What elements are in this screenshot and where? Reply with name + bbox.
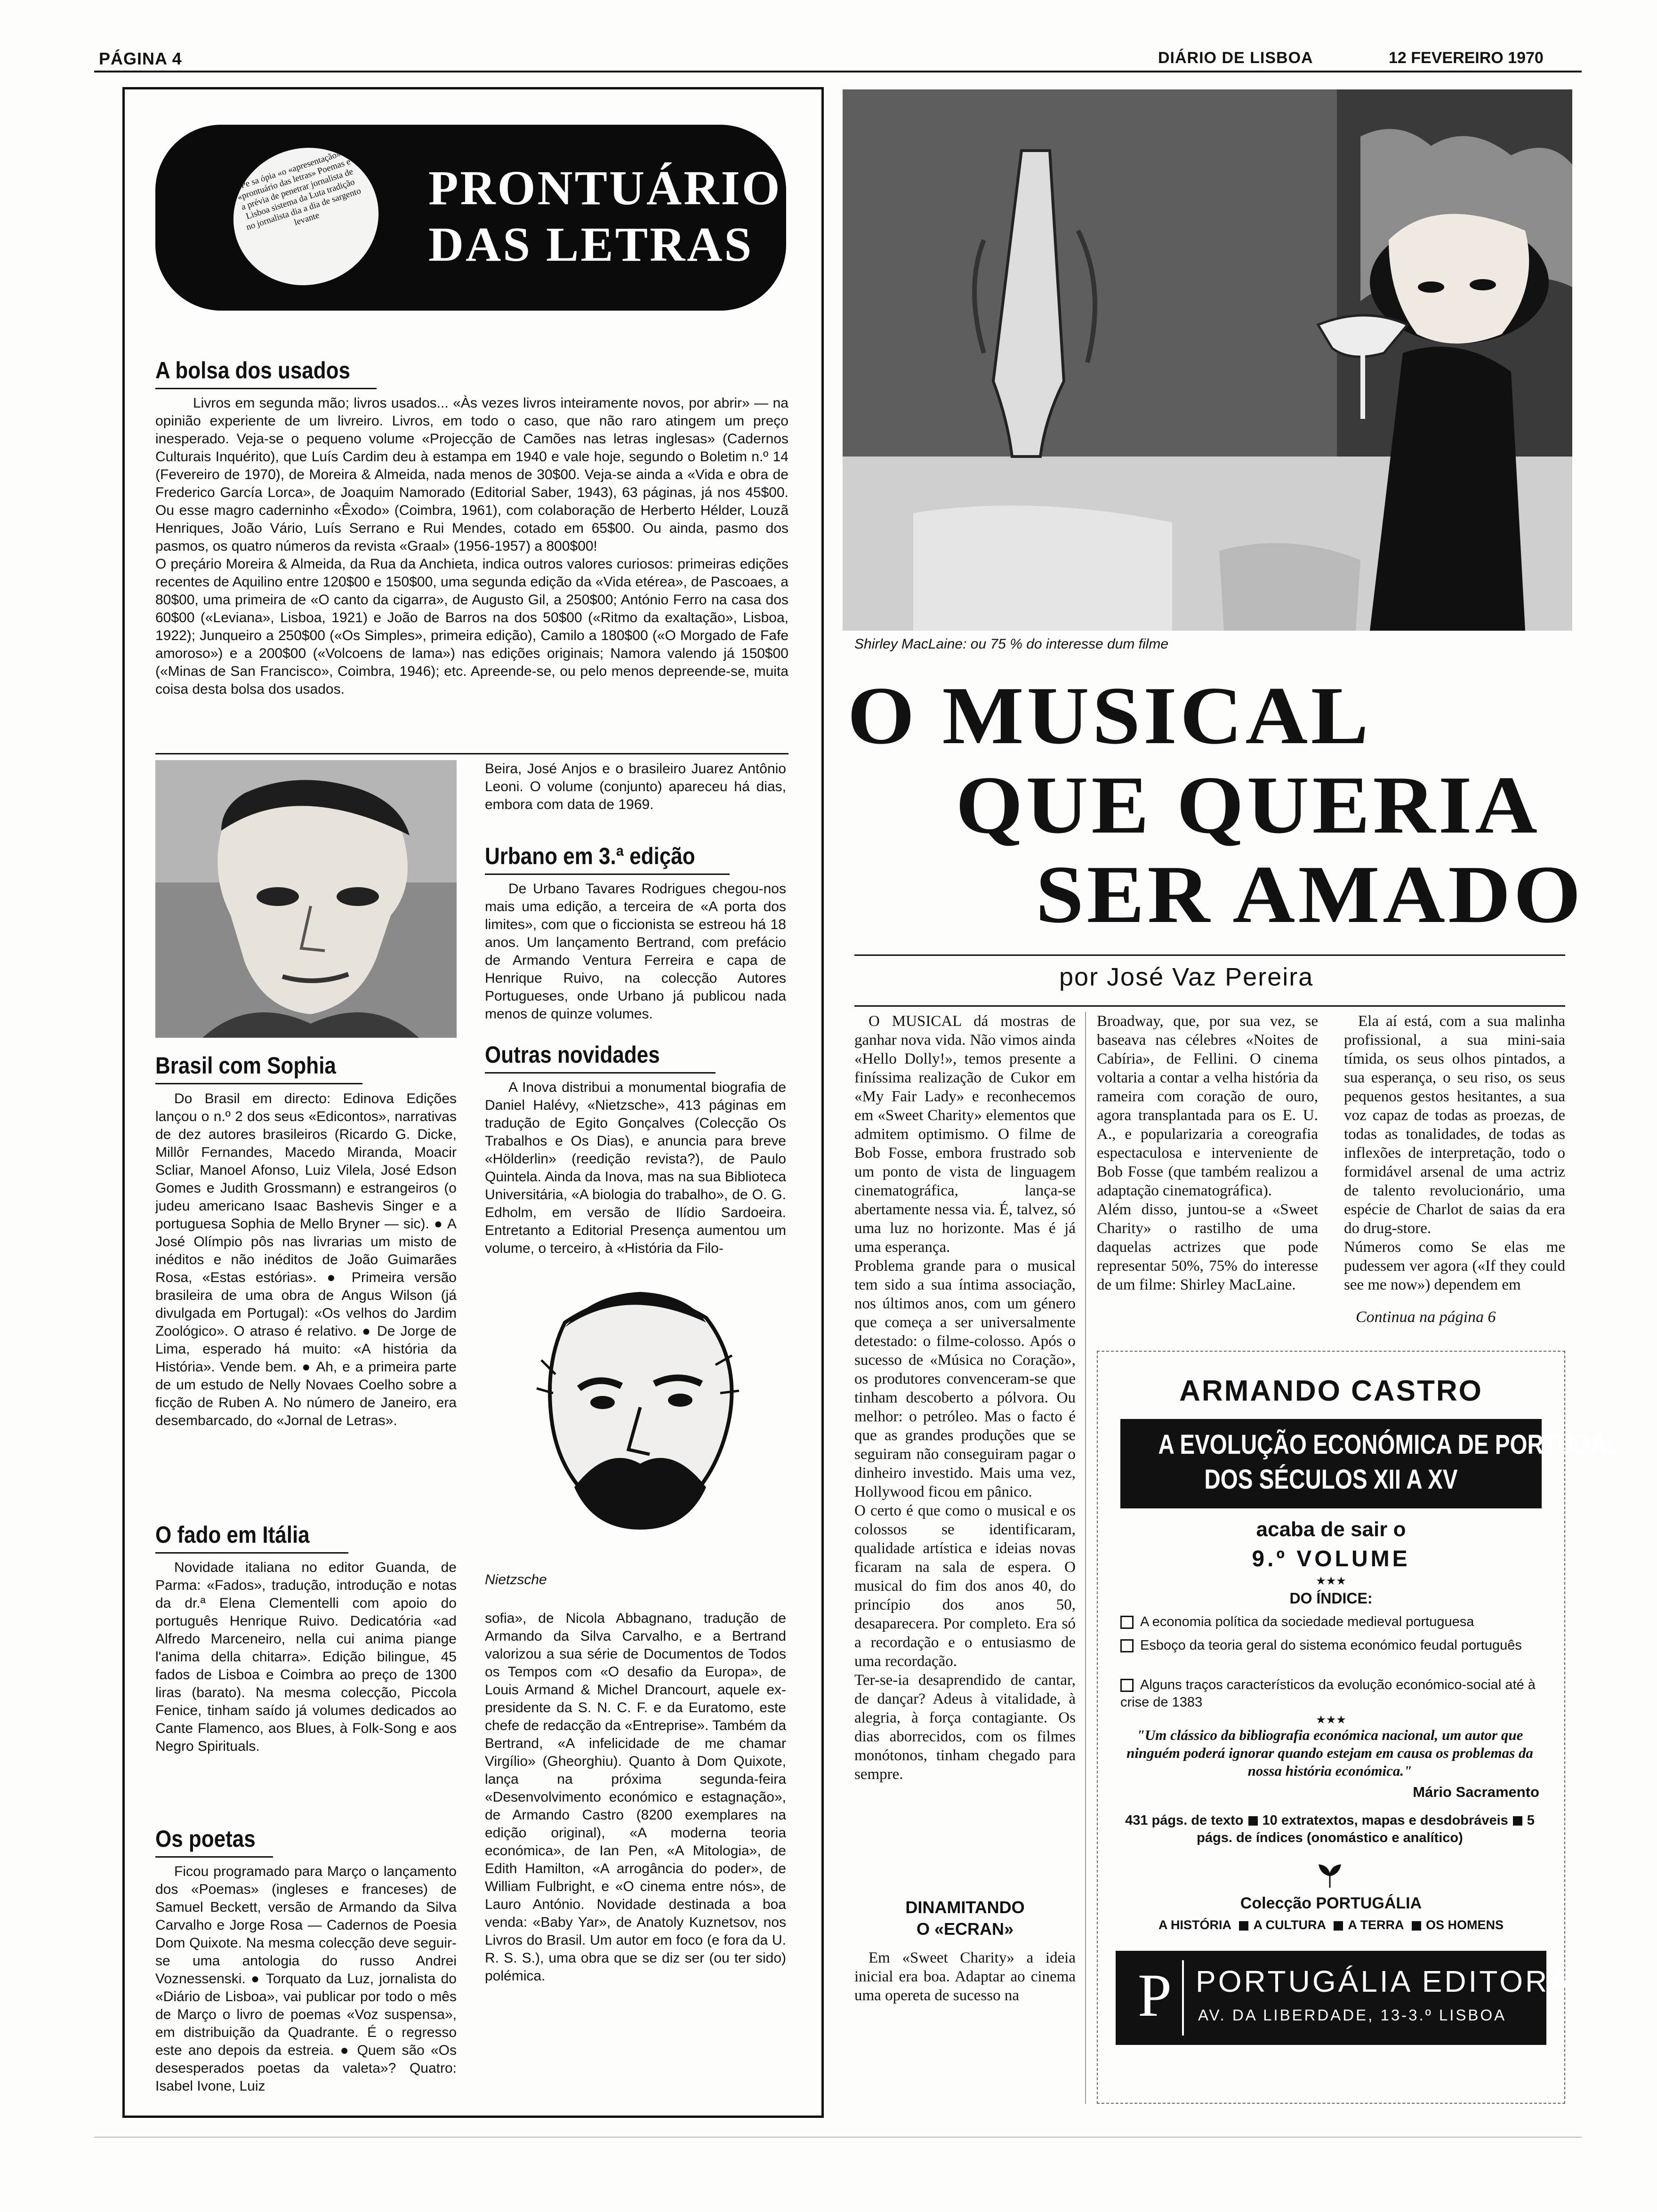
ad-announce-line1: acaba de sair o [1256, 1518, 1406, 1541]
restaurant-scene-illustration [843, 89, 1572, 631]
article-musical-col2: Broadway, que, por sua vez, se baseava nas célebres «Noites de Cabíria», de Fellini. O cinema voltaria a contar a velha história da rameira com coração de ouro, agora transplantada para os E. U. A., e popularizaria a coreografia espectaculosa e interveniente de Bob Fosse (que também realizou a adaptação cinematográfica). Além disso, juntou-se a «Sweet Charity» o rastilho de uma daquelas actrizes que pode representar 50%, 75% do interesse de um filme: Shirley MacLaine. [1097, 1013, 1318, 1293]
portrait-photo [155, 760, 457, 1038]
section-title-fado: O fado em Itália [155, 1522, 310, 1548]
prontuario-logo: Pe sa ópia «o «apresentação» «prontuário das letras» Poemas e a prévia de penetrar jornalista de Lisboa sistema da Luta tradição no jornalista dia a dia de sargento levante [216, 129, 396, 304]
rule-fado [155, 1552, 348, 1554]
ad-index-text-1: A economia política da sociedade medieval portuguesa [1140, 1614, 1474, 1629]
ad-stars-1: ★★★ [1316, 1575, 1346, 1587]
ad-leaf-icon [1316, 1861, 1344, 1890]
ad-index-item-1 [1120, 1613, 1539, 1631]
ad-collection-items [1097, 1918, 1565, 1932]
ad-collection-item-1: A HISTÓRIA [1158, 1918, 1231, 1932]
subhead-dinamitando [854, 1897, 1076, 1940]
subhead-line2: O «ECRAN» [916, 1919, 1014, 1939]
publisher-logo: P [1127, 1960, 1184, 2036]
ad-specs [1120, 1812, 1539, 1847]
ad-index-text-3: Alguns traços característicos da evolução económico-social até à crise de 1383 [1120, 1677, 1536, 1710]
ad-spec-1: 431 págs. de texto [1125, 1813, 1244, 1828]
ad-publisher: PORTUGÁLIA EDITORA [1196, 1964, 1572, 1998]
headline-line3: SER AMADO [1036, 849, 1584, 940]
ad-index-text-2: Esboço da teoria geral do sistema económico feudal português [1140, 1638, 1522, 1653]
ad-book-title-line1: A EVOLUÇÃO ECONÓMICA DE PORTUGAL [1158, 1429, 1621, 1460]
article-musical-col1-tail: Em «Sweet Charity» a ideia inicial era boa. Adaptar ao cinema uma opereta de sucesso na [854, 1949, 1076, 2004]
article-brasil-continuation: Beira, José Anjos e o brasileiro Juarez Antônio Leoni. O volume (conjunto) apareceu há dias, embora com data de 1969. [485, 761, 786, 812]
checkbox-icon [1120, 1616, 1134, 1629]
square-bullet-icon [1248, 1816, 1258, 1826]
shirley-maclaine-photo [843, 89, 1572, 631]
rule-bolsa-bottom [155, 753, 788, 754]
section-title-poetas: Os poetas [155, 1826, 256, 1852]
ad-address: AV. DA LIBERDADE, 13-3.º LISBOA [1198, 2006, 1507, 2024]
ad-index-item-2 [1120, 1637, 1539, 1654]
rule-poetas [155, 1856, 273, 1858]
ad-author: ARMANDO CASTRO [1179, 1375, 1483, 1407]
section-title-outras: Outras novidades [485, 1042, 660, 1068]
page-label: PÁGINA 4 [99, 49, 182, 68]
square-bullet-icon [1239, 1921, 1248, 1931]
paper-name: DIÁRIO DE LISBOA [1158, 49, 1313, 67]
subhead-line1: DINAMITANDO [905, 1898, 1025, 1917]
ad-spec-2: 10 extratextos, mapas e desdobráveis [1262, 1813, 1508, 1828]
ad-book-title-line2: DOS SÉCULOS XII A XV [1204, 1464, 1458, 1495]
article-musical-col3: Ela aí está, com a sua malinha profissional, a sua mini-saia tímida, os seus olhos pintados, a sua esperança, o seu riso, os seus pequenos gestos hesitantes, a sua voz capaz de todas as proezas, de todas as tonalidades, de todas as inflexões de interpretação, todo o formidável arsenal de uma actriz de talento revolucionário, uma espécie de Charlot de saias da era do drug-store. Números como Se elas me pudessem ver agora («If they could see me now») dependem em [1344, 1013, 1565, 1293]
article-poetas: Ficou programado para Março o lançamento dos «Poemas» (ingleses e franceses) de Samuel Beckett, versão de Armando da Silva Carvalho e Jorge Rosa — Cadernos de Poesia Dom Quixote. Na mesma colecção deve seguir-se uma antologia do russo Andrei Voznessenski. ● Torquato da Luz, jornalista do «Diário de Lisboa», vai publicar por todo o mês de Março o livro de poemas «Voz suspensa», em distribuição da Quadrante. É o regresso este ano depois da estreia. ● Quem são «Os desesperados poetas da valeta»? Quatro: Isabel Ivone, Luiz [155, 1864, 457, 2094]
ad-quote-author: Mário Sacramento [1413, 1784, 1539, 1800]
ad-collection-item-4: OS HOMENS [1426, 1918, 1504, 1932]
article-outras: A Inova distribui a monumental biografia de Daniel Halévy, «Nietzsche», 413 páginas em tradução de Egito Gonçalves (Colecção Os Trabalhos e Os Dias), e anuncia para breve «Hölderlin» (reedição revista?), de Paulo Quintela. Ainda da Inova, mas na sua Biblioteca Universitária, «A biologia do trabalho», de O. G. Edholm, em versão de Ilídio Sardoeira. Entretanto a Editorial Presença aumentou um volume, o terceiro, à «História da Filo- [485, 1080, 786, 1256]
article-brasil: Do Brasil em directo: Edinova Edições lançou o n.º 2 dos seus «Edicontos», narrativas de dez autores brasileiros (Ricardo G. Dicke, Millôr Fernandes, Macedo Miranda, Moacir Scliar, Manoel Afonso, Luiz Vilela, José Edson Gomes e Judith Grossmann) e estrangeiros (o judeu americano Isaac Bashevis Singer e a portuguesa Sophia de Mello Bryner — sic). ● A José Olímpio pôs nas livrarias um misto de inéditos e não inéditos de João Guimarães Rosa, «Estas estórias». ● Primeira versão brasileira de uma obra de Angus Wilson (já divulgada em Portugal): «Os velhos do Jardim Zoológico». O atraso é relativo. ● De Jorge de Lima, esperado há muito: «A história da História». Vende bem. ● Ah, e a primeira parte de um estudo de Nelly Novaes Coelho sobre a ficção de Ruben A. No número de Janeiro, era desembarcado, do «Jornal de Letras». [155, 1091, 457, 1428]
checkbox-icon [1120, 1639, 1134, 1652]
ad-quote: "Um clássico da bibliografia económica nacional, um autor que ninguém poderá ignorar quando estejam em causa os problemas da nossa história económica." [1126, 1727, 1533, 1779]
nietzsche-illustration [485, 1266, 786, 1567]
byline: por José Vaz Pereira [1059, 963, 1314, 991]
section-title-brasil: Brasil com Sophia [155, 1052, 336, 1079]
ad-collection: Colecção PORTUGÁLIA [1240, 1894, 1422, 1912]
section-title-urbano: Urbano em 3.ª edição [485, 843, 695, 869]
ad-index-label: DO ÍNDICE: [1289, 1590, 1373, 1607]
article-musical-col1: O MUSICAL dá mostras de ganhar nova vida. Não vimos ainda «Hello Dolly!», temos presente a finíssima realização de Cukor em «My Fair Lady» e reconhecemos em «Sweet Charity» elementos que admitem optimismo. O filme de Bob Fosse, embora frustrado sob um ponto de vista de linguagem cinematográfica, lança-se abertamente nessa via. É, talvez, só uma luz no horizonte. Mas é já uma esperança. Problema grande para o musical tem sido a sua íntima associação, nos últimos anos, com um género que começa a ser universalmente detestado: o filme-colosso. Após o sucesso de «Música no Coração», os produtores convenceram-se que tinham descoberto a pólvora. Ou melhor: o petróleo. Mas o facto é que as grandes produções que se seguiram não conseguiram pagar o dinheiro investido. Mais uma vez, Hollywood ficou em pânico. O certo é que como o musical e os colossos se identificaram, qualidade artística e ideias novas ficaram na sala de espera. O musical do fim dos anos 40, do princípio dos anos 50, desaparecera. Por completo. Era só a recordação e o entusiasmo de uma recordação. Ter-se-ia desaprendido de cantar, de dançar? Adeus à vitalidade, à alegria, à força contagiante. Os dias aborrecidos, com os filmes monótonos, tinham chegado para sempre. [854, 1013, 1076, 1783]
caption-nietzsche: Nietzsche [485, 1572, 547, 1587]
ad-book-title-box [1120, 1419, 1621, 1508]
rule-bolsa [155, 388, 377, 389]
section-title-bolsa: A bolsa dos usados [155, 357, 351, 384]
footer-rule [94, 2137, 1582, 2138]
ad-publisher-box [1116, 1951, 1572, 2045]
issue-date: 12 FEVEREIRO 1970 [1389, 49, 1544, 67]
rule-urbano [485, 874, 730, 875]
headline-line1: O MUSICAL [847, 670, 1372, 761]
prontuario-title-line1: PRONTUÁRIO [428, 161, 782, 215]
nietzsche-portrait [485, 1266, 786, 1595]
ad-collection-item-2: A CULTURA [1253, 1918, 1326, 1932]
ad-index-item-3 [1120, 1676, 1539, 1711]
portrait-illustration [155, 760, 457, 1038]
byline-rule-top [854, 954, 1565, 956]
col-rule-1 [1085, 1012, 1086, 2104]
continua-note: Continua na página 6 [1356, 1308, 1496, 1326]
ad-collection-item-3: A TERRA [1348, 1918, 1404, 1932]
article-bolsa: Livros em segunda mão; livros usados... «Às vezes livros inteiramente novos, por abrir» — na opinião experiente de um livreiro. Livros, em todo o caso, que não raro atingem um preço inesperado. Veja-se o pequeno volume «Projecção de Camões nas letras inglesas» (Cadernos Culturais Inquérito), que Luís Cardim deu à estampa em 1940 e vale hoje, segundo o Boletim n.º 14 (Fevereiro de 1970), de Moreira & Almeida, nada menos de 30$00. Veja-se ainda a «Vida e obra de Frederico García Lorca», de Joaquim Namorado (Editorial Saber, 1943), 63 páginas, já nos 45$00. Ou esse magro caderninho «Êxodo» (Coimbra, 1961), com colaboração de Herberto Hélder, Louzã Henriques, João Vário, Luís Serrano e Rui Mendes, cotado em 65$00. Ou ainda, pasmo dos pasmos, os quatro números da revista «Graal» (1956-1957) a 800$00! O preçário Moreira & Almeida, da Rua da Anchieta, indica outros valores curiosos: primeiras edições recentes de Aquilino entre 120$00 e 150$00, uma segunda edição da «Vida etérea», de Pascoaes, a 80$00, uma primeira de «O canto da cigarra», de Augusto Gil, a 250$00; António Ferro na casa dos 60$00 («Leviana», Lisboa, 1921) e João de Barros na dos 50$00 («Ritmo da exaltação», Lisboa, 1922); Junqueiro a 250$00 («Os Simples», primeira edição), Camilo a 180$00 («O Morgado de Fafe amoroso») e a 200$00 («Volcoens de lama») nas edições originais; Namora valendo já 150$00 («Minas de San Francisco», Coimbra, 1946); etc. Apreende-se, ou pelo menos depreende-se, muita coisa desta bolsa dos usados. [155, 395, 788, 697]
headline-line2: QUE QUERIA [956, 759, 1541, 850]
checkbox-icon [1120, 1679, 1134, 1692]
header-rule [94, 71, 1582, 72]
square-bullet-icon [1513, 1816, 1522, 1826]
article-outras-continuation: sofia», de Nicola Abbagnano, tradução de Armando da Silva Carvalho, e a Bertrand valorizou a sua série de Documentos de Todos os Tempos com «O desafio da Europa», de Louis Armand & Michel Drancourt, aquele ex-presidente da S. N. C. F. e da Euratomo, este chefe de redacção da «Entreprise». Também da Bertrand, «A infelicidade de me chamar Virgílio» (Gheorghiu). Quanto à Dom Quixote, lança na próxima segunda-feira «Desenvolvimento económico e estagnação», de Armando Castro (8200 exemplares na edição original), «A moderna teoria económica», de Ian Pen, «A Mitologia», de Edith Hamilton, «A arrogância do poder», de William Fulbright, e «O cinema entre nós», de Lauro António. Novidade destinada a boa venda: «Baby Yar», de Anatoly Kuznetsov, nos Livros do Brasil. Um autor em foco (e fora da U. R. S. S.), uma obra que se diz ser (ou ter sido) polémica. [485, 1611, 786, 1984]
leaf-icon [1316, 1861, 1344, 1890]
square-bullet-icon [1412, 1921, 1421, 1931]
ad-announce-line2: 9.º VOLUME [1252, 1547, 1410, 1571]
caption-shirley: Shirley MacLaine: ou 75 % do interesse dum filme [854, 636, 1169, 652]
ad-spec-3: 5 págs. de índices (onomástico e analítico) [1197, 1813, 1535, 1845]
prontuario-title-line2: DAS LETRAS [428, 217, 754, 272]
rule-outras [485, 1072, 716, 1074]
square-bullet-icon [1334, 1921, 1343, 1931]
byline-rule-bottom [854, 1005, 1565, 1007]
article-fado: Novidade italiana no editor Guanda, de Parma: «Fados», tradução, introdução e notas da dr.ª Elena Clementelli com apoio do português Henrique Ruivo. Dedicatória «ad Alfredo Marceneiro, nella cui anima piange l'anima della chitarra». Edição bilingue, 45 fados de Lisboa e Coimbra ao preço de 1300 liras (barato). Na mesma colecção, Piccola Fenice, tinham saído já volumes dedicados ao Cante Flamenco, aos Blues, à Folk-Song e aos Negro Spirituals. [155, 1560, 457, 1754]
article-urbano: De Urbano Tavares Rodrigues chegou-nos mais uma edição, a terceira de «A porta dos limites», com que o ficcionista se estreou há 18 anos. Um lançamento Bertrand, com prefácio de Armando Ventura Ferreira e capa de Henrique Ruivo, na colecção Autores Portugueses, onde Urbano já publicou nada menos de quinze volumes. [485, 881, 786, 1022]
rule-brasil [155, 1083, 362, 1084]
ad-stars-2: ★★★ [1316, 1714, 1346, 1726]
